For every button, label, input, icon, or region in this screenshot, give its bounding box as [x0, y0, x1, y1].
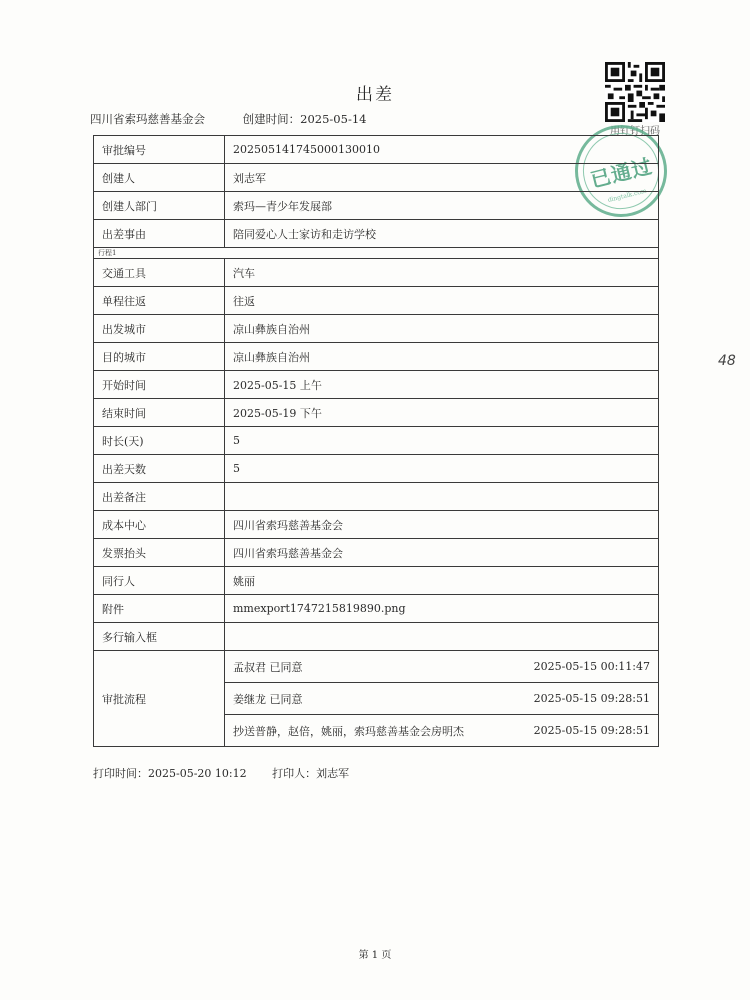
form-row	[94, 343, 659, 371]
trip-group-label: 行程1	[94, 248, 659, 259]
printer-name: 打印人：刘志军	[272, 767, 350, 780]
form-row	[94, 595, 659, 623]
form-row	[94, 567, 659, 595]
handwritten-page-mark: 48	[718, 353, 736, 369]
form-row	[94, 315, 659, 343]
field-label: 出发城市	[94, 315, 225, 343]
field-label: 单程往返	[94, 287, 225, 315]
field-label: 时长(天)	[94, 427, 225, 455]
created-date: 创建时间：2025-05-14	[242, 112, 367, 126]
organization-name: 四川省索玛慈善基金会	[90, 112, 205, 126]
field-value: 凉山彝族自治州	[225, 315, 659, 343]
field-label: 结束时间	[94, 399, 225, 427]
form-row	[94, 371, 659, 399]
field-value: 2025-05-19 下午	[225, 399, 659, 427]
field-label: 目的城市	[94, 343, 225, 371]
stamp-text: 已通过	[587, 153, 655, 192]
field-label: 附件	[94, 595, 225, 623]
print-footer	[93, 765, 371, 781]
approval-flow-label: 审批流程	[94, 651, 225, 747]
field-label: 交通工具	[94, 259, 225, 287]
field-label: 开始时间	[94, 371, 225, 399]
form-row	[94, 399, 659, 427]
form-row	[94, 192, 659, 220]
field-value: 姚丽	[225, 567, 659, 595]
approval-flow-row	[94, 651, 659, 747]
approval-step-text: 孟叔君 已同意	[233, 660, 303, 674]
form-row	[94, 427, 659, 455]
field-label: 多行输入框	[94, 623, 225, 651]
field-value: 索玛—青少年发展部	[225, 192, 659, 220]
approval-step	[225, 651, 658, 683]
field-value	[225, 483, 659, 511]
field-value: 5	[225, 427, 659, 455]
approval-step-time: 2025-05-15 09:28:51	[533, 692, 650, 705]
field-value: 四川省索玛慈善基金会	[225, 539, 659, 567]
field-label: 审批编号	[94, 136, 225, 164]
approval-form-table	[93, 135, 659, 747]
page-number: 第 1 页	[358, 950, 392, 961]
field-label: 同行人	[94, 567, 225, 595]
field-value	[225, 623, 659, 651]
field-value: 刘志军	[225, 164, 659, 192]
form-row	[94, 483, 659, 511]
field-value: 5	[225, 455, 659, 483]
form-row	[94, 220, 659, 248]
field-value: 陪同爱心人士家访和走访学校	[225, 220, 659, 248]
stamp-subtext: dingtalk.com	[607, 187, 648, 204]
approval-step-text: 姜继龙 已同意	[233, 692, 303, 706]
form-row	[94, 539, 659, 567]
form-row	[94, 511, 659, 539]
qr-code-icon	[605, 62, 665, 122]
form-row	[94, 623, 659, 651]
field-value: 202505141745000130010	[225, 136, 659, 164]
field-label: 出差事由	[94, 220, 225, 248]
approval-step-time: 2025-05-15 00:11:47	[533, 660, 650, 673]
approval-step	[225, 715, 658, 746]
field-value: 汽车	[225, 259, 659, 287]
field-value: 往返	[225, 287, 659, 315]
approval-flow-steps	[225, 651, 659, 747]
field-label: 创建人部门	[94, 192, 225, 220]
field-label: 创建人	[94, 164, 225, 192]
field-label: 出差备注	[94, 483, 225, 511]
document-header	[90, 111, 400, 127]
field-label: 发票抬头	[94, 539, 225, 567]
attachment-value: mmexport1747215819890.png	[225, 595, 659, 623]
form-row	[94, 164, 659, 192]
approval-step-time: 2025-05-15 09:28:51	[533, 724, 650, 737]
trip-group-header	[94, 248, 659, 259]
field-value: 四川省索玛慈善基金会	[225, 511, 659, 539]
field-label: 成本中心	[94, 511, 225, 539]
field-value: 2025-05-15 上午	[225, 371, 659, 399]
form-row	[94, 455, 659, 483]
form-row	[94, 136, 659, 164]
document-title: 出差	[356, 85, 394, 105]
print-time: 打印时间：2025-05-20 10:12	[93, 767, 247, 780]
field-value: 凉山彝族自治州	[225, 343, 659, 371]
approval-step-text: 抄送普静，赵倍，姚丽，索玛慈善基金会房明杰	[233, 724, 464, 738]
approval-step	[225, 683, 658, 715]
form-row	[94, 259, 659, 287]
qr-caption: 用钉钉扫码	[610, 126, 660, 137]
form-row	[94, 287, 659, 315]
field-label: 出差天数	[94, 455, 225, 483]
